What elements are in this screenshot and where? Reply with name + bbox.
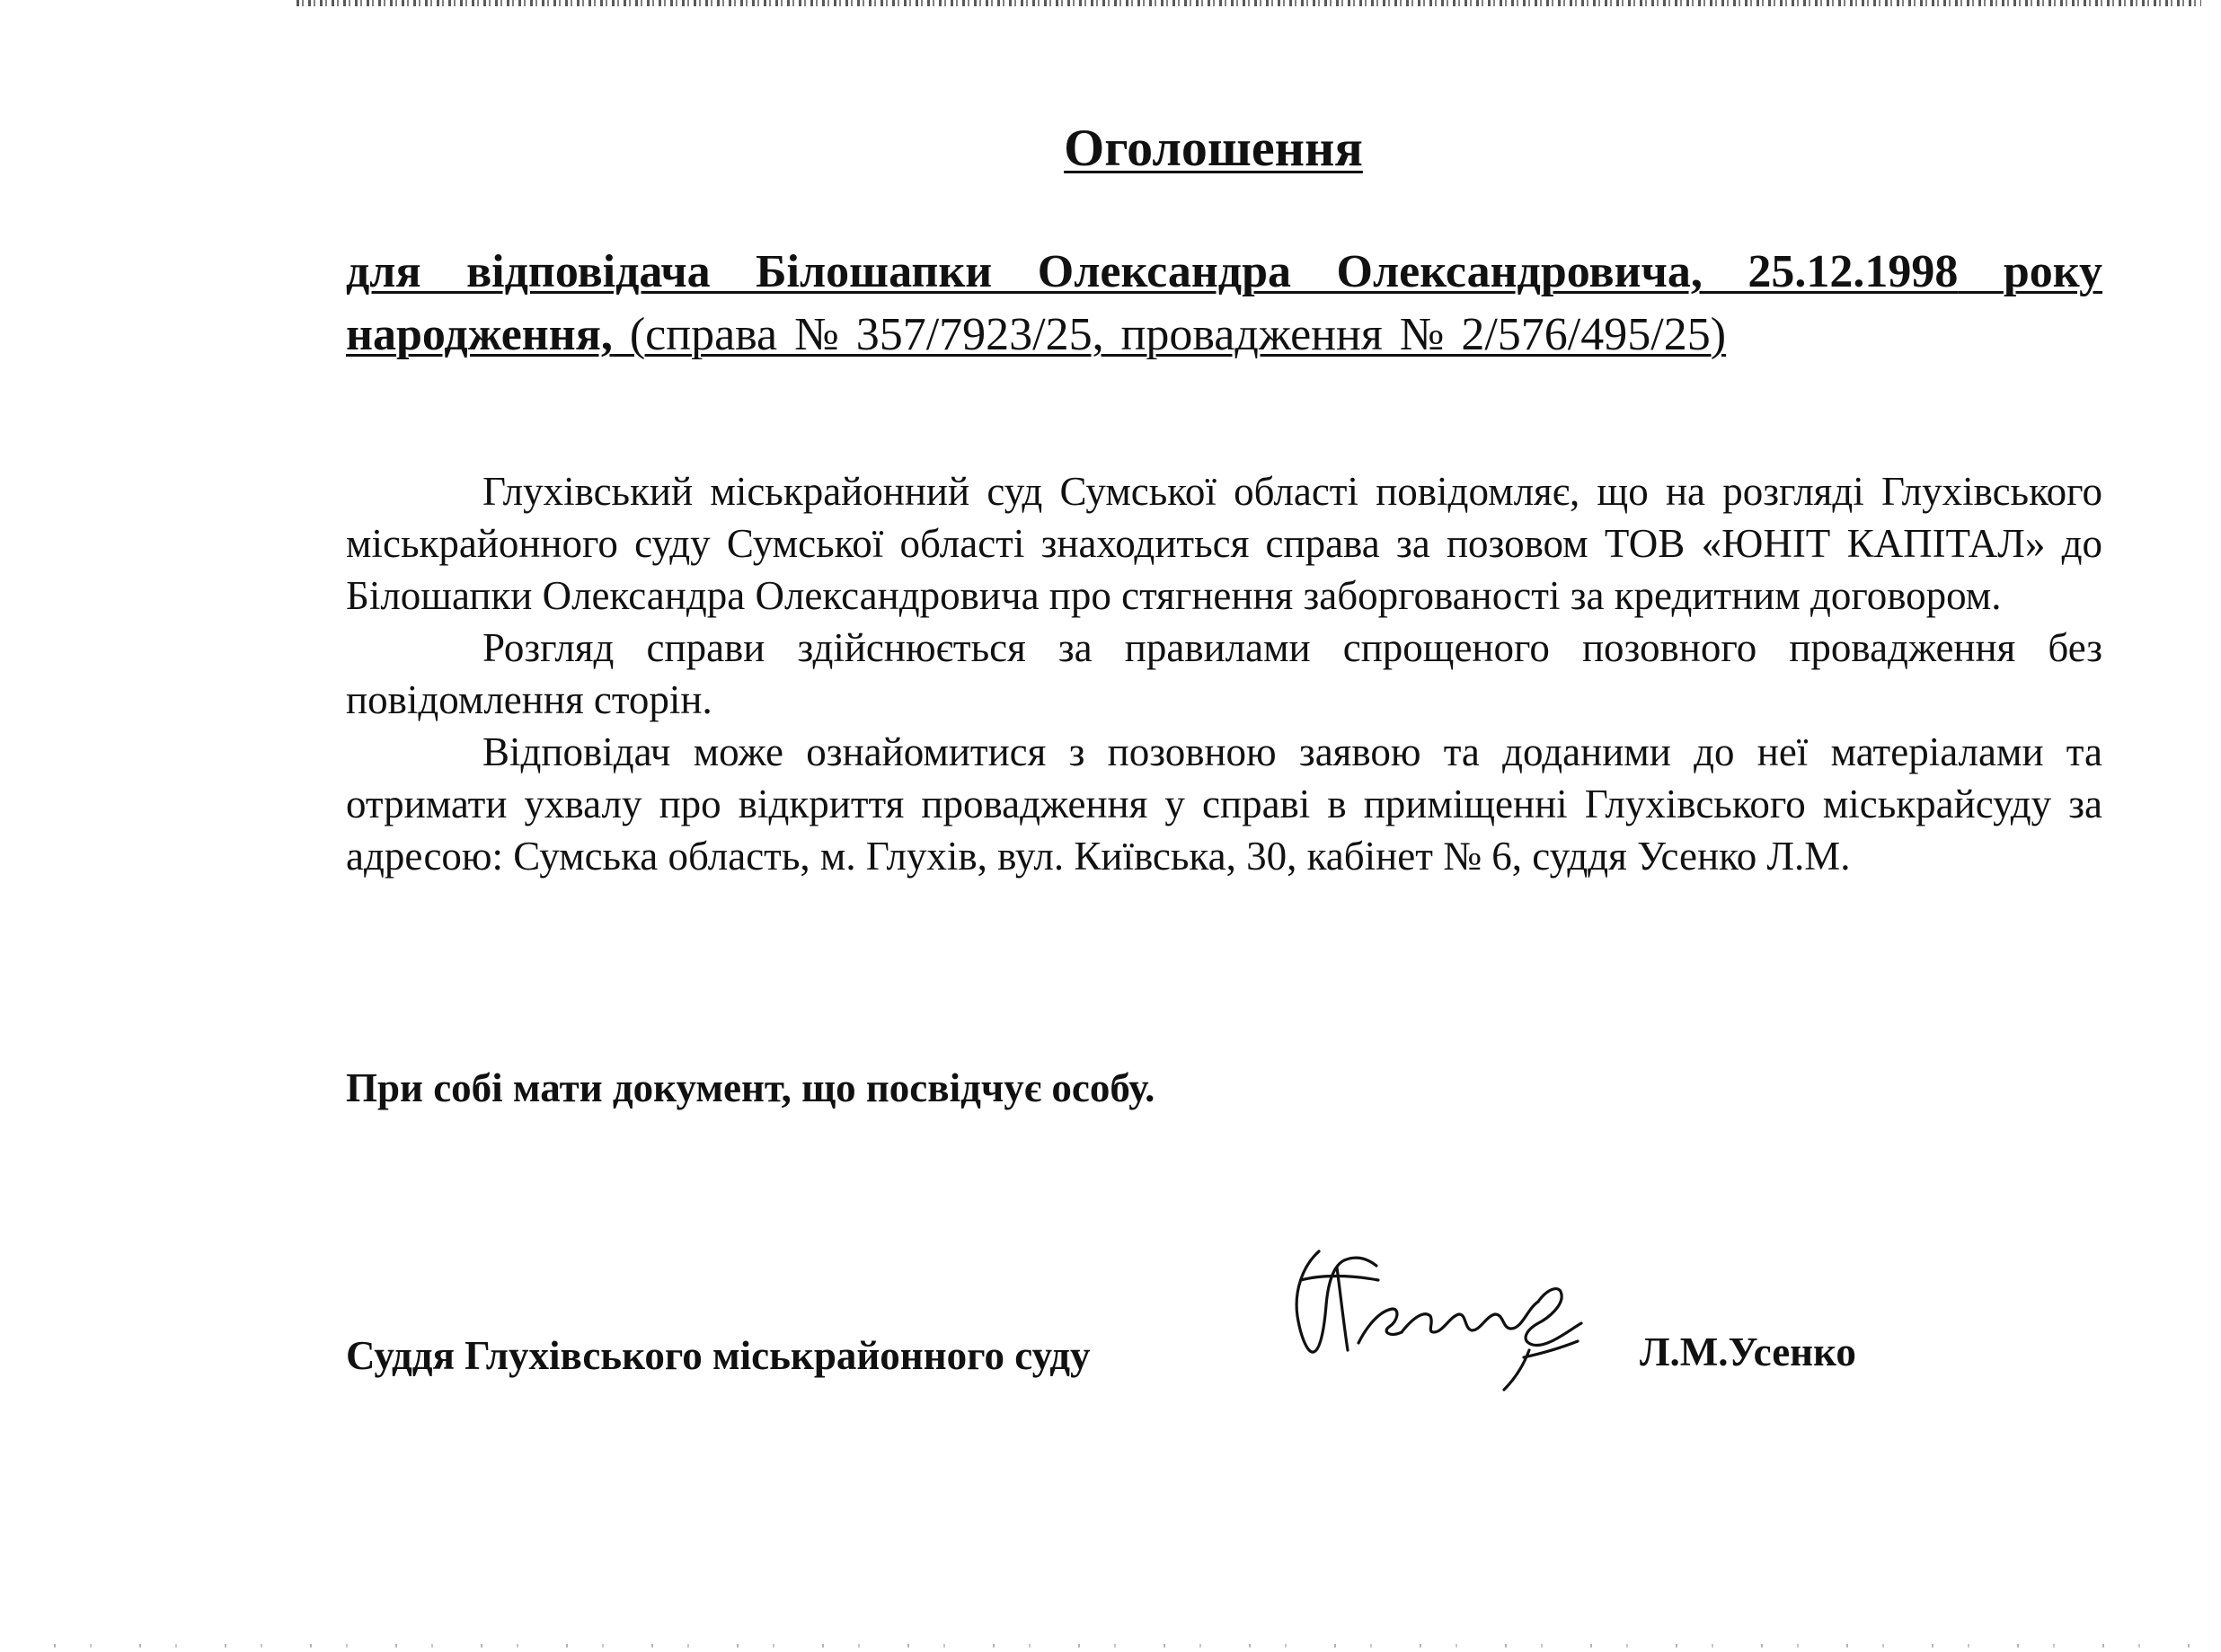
addressee-heading-line-2: року народження, [346, 246, 2103, 360]
addressee-heading-line-1: для відповідача Білошапки Олександра Олександровича, 25.12.1998 [346, 246, 1959, 297]
document-title-text: Оголошення [1064, 119, 1363, 177]
case-number-reference: (справа № 357/7923/25, провадження № 2/576/495/25) [612, 309, 1727, 360]
announcement-body [346, 465, 2102, 882]
scan-edge-bottom [54, 1644, 2192, 1648]
document-title [346, 108, 2102, 189]
scan-edge-top [296, 0, 2201, 6]
paragraph-case-description: Глухівський міськрайонний суд Сумської області повідомляє, що на розгляді Глухівського міськрайонного суду Сумської області знаходиться справа за позовом ТОВ «ЮНІТ КАПІТАЛ» до Білошапки Олександра Олександровича про стягнення заборгованості за кредитним договором. [346, 469, 2102, 618]
judge-name: Л.М.Усенко [1640, 1330, 1856, 1374]
addressee-heading [346, 241, 2102, 367]
paragraph-review-location: Відповідач може ознайомитися з позовною заявою та доданими до неї матеріалами та отримати ухвалу про відкриття провадження у справі в приміщенні Глухівського міськрайсуду за адресою: Сумська область, м. Глухів, вул. Київська, 30, кабінет № 6, суддя Усенко Л.М. [346, 729, 2102, 879]
paragraph-procedure: Розгляд справи здійснюється за правилами спрощеного позовного провадження без повідомлення сторін. [346, 625, 2102, 722]
identity-document-notice: При собі мати документ, що посвідчує особу. [346, 1065, 1155, 1110]
judge-role: Суддя Глухівського міськрайонного суду [346, 1333, 1091, 1378]
handwritten-signature [1285, 1244, 1608, 1401]
signature-block [346, 1330, 2102, 1437]
